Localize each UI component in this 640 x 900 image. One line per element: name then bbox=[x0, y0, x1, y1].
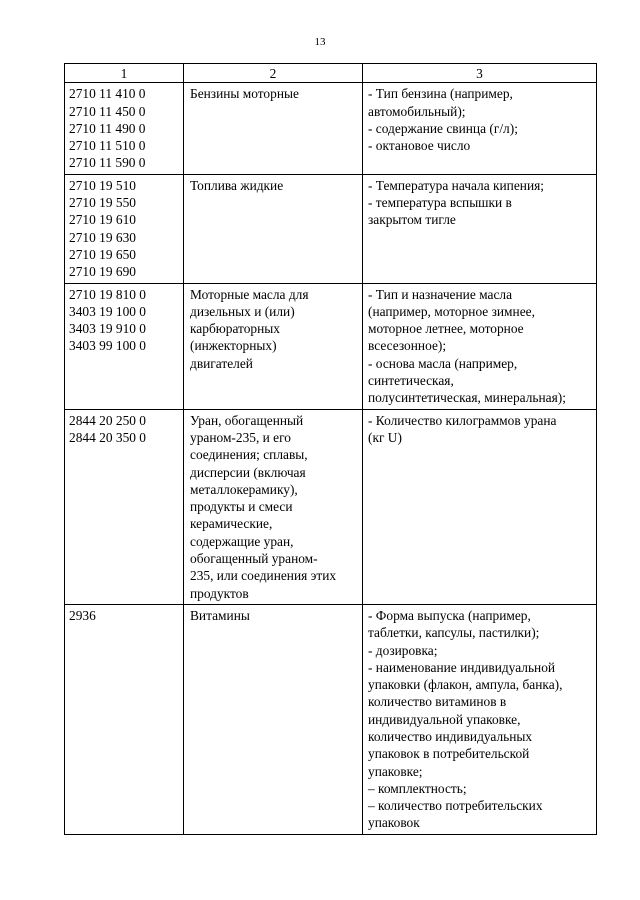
product-codes-cell bbox=[65, 83, 184, 174]
goods-table bbox=[64, 63, 597, 835]
name-line: Бензины моторные bbox=[190, 86, 299, 102]
table-row bbox=[65, 83, 597, 174]
code-line: 3403 19 910 0 bbox=[69, 321, 146, 337]
detail-line: полусинтетическая, минеральная); bbox=[368, 390, 566, 406]
product-details-cell bbox=[363, 283, 597, 409]
table-row bbox=[65, 174, 597, 283]
product-codes-cell bbox=[65, 283, 184, 409]
product-details-cell bbox=[363, 83, 597, 174]
code-line: 2710 11 410 0 bbox=[69, 86, 146, 102]
product-name-cell bbox=[184, 83, 363, 174]
column-header-2: 2 bbox=[184, 64, 363, 83]
name-line: двигателей bbox=[190, 355, 253, 371]
detail-line: - содержание свинца (г/л); bbox=[368, 120, 518, 136]
detail-line: упаковке; bbox=[368, 763, 423, 779]
detail-line: - Форма выпуска (например, bbox=[368, 607, 531, 623]
table-row bbox=[65, 604, 597, 834]
code-line: 2710 11 490 0 bbox=[69, 120, 146, 136]
detail-line: - основа масла (например, bbox=[368, 355, 518, 371]
detail-line: количество витаминов в bbox=[368, 694, 507, 710]
detail-line: моторное летнее, моторное bbox=[368, 321, 524, 337]
detail-line: - Тип и назначение масла bbox=[368, 286, 513, 302]
code-line: 2936 bbox=[69, 607, 96, 623]
name-line: ураном-235, и его bbox=[190, 429, 291, 445]
code-line: 2710 11 450 0 bbox=[69, 103, 146, 119]
detail-line: индивидуальной упаковке, bbox=[368, 711, 521, 727]
code-line: 2710 19 630 bbox=[69, 229, 136, 245]
code-line: 3403 99 100 0 bbox=[69, 338, 146, 354]
detail-line: упаковок в потребительской bbox=[368, 746, 530, 762]
column-header-1: 1 bbox=[65, 64, 184, 83]
name-line: соединения; сплавы, bbox=[190, 447, 308, 463]
product-details-cell bbox=[363, 604, 597, 834]
detail-line: упаковки (флакон, ампула, банка), bbox=[368, 677, 563, 693]
name-line: Моторные масла для bbox=[190, 286, 309, 302]
product-codes-cell bbox=[65, 604, 184, 834]
name-line: содержащие уран, bbox=[190, 533, 294, 549]
table-row bbox=[65, 283, 597, 409]
detail-line: закрытом тигле bbox=[368, 212, 456, 228]
code-line: 2710 19 610 bbox=[69, 212, 136, 228]
product-name-cell bbox=[184, 283, 363, 409]
detail-line: - Температура начала кипения; bbox=[368, 177, 544, 193]
code-line: 2844 20 350 0 bbox=[69, 429, 146, 445]
code-line: 2710 19 690 bbox=[69, 264, 136, 280]
code-line: 2710 11 510 0 bbox=[69, 138, 146, 154]
name-line: металлокерамику), bbox=[190, 481, 298, 497]
detail-line: - Количество килограммов урана bbox=[368, 412, 557, 428]
name-line: обогащенный ураном- bbox=[190, 551, 318, 567]
table-body bbox=[65, 83, 597, 834]
detail-line: – количество потребительских bbox=[368, 798, 543, 814]
detail-line: количество индивидуальных bbox=[368, 728, 533, 744]
product-name-cell bbox=[184, 409, 363, 604]
detail-line: - октановое число bbox=[368, 138, 471, 154]
detail-line: (кг U) bbox=[368, 429, 402, 445]
table-header-row bbox=[65, 64, 597, 83]
detail-line: всесезонное); bbox=[368, 338, 447, 354]
product-details-cell bbox=[363, 174, 597, 283]
code-line: 2710 19 810 0 bbox=[69, 286, 146, 302]
detail-line: – комплектность; bbox=[368, 780, 467, 796]
name-line: продуктов bbox=[190, 585, 249, 601]
detail-line: таблетки, капсулы, пастилки); bbox=[368, 625, 540, 641]
code-line: 2844 20 250 0 bbox=[69, 412, 146, 428]
name-line: керамические, bbox=[190, 516, 273, 532]
detail-line: упаковок bbox=[368, 815, 420, 831]
detail-line: - наименование индивидуальной bbox=[368, 659, 556, 675]
product-details-cell bbox=[363, 409, 597, 604]
product-name-cell bbox=[184, 604, 363, 834]
name-line: Витамины bbox=[190, 607, 250, 623]
code-line: 2710 19 550 bbox=[69, 195, 136, 211]
name-line: (инжекторных) bbox=[190, 338, 277, 354]
name-line: Топлива жидкие bbox=[190, 177, 284, 193]
product-name-cell bbox=[184, 174, 363, 283]
product-codes-cell bbox=[65, 409, 184, 604]
name-line: дизельных и (или) bbox=[190, 303, 295, 319]
detail-line: - Тип бензина (например, bbox=[368, 86, 513, 102]
name-line: дисперсии (включая bbox=[190, 464, 306, 480]
code-line: 2710 19 510 bbox=[69, 177, 136, 193]
table-row bbox=[65, 409, 597, 604]
code-line: 3403 19 100 0 bbox=[69, 303, 146, 319]
detail-line: (например, моторное зимнее, bbox=[368, 303, 535, 319]
detail-line: - дозировка; bbox=[368, 642, 438, 658]
detail-line: автомобильный); bbox=[368, 103, 466, 119]
name-line: Уран, обогащенный bbox=[190, 412, 304, 428]
code-line: 2710 19 650 bbox=[69, 246, 136, 262]
name-line: 235, или соединения этих bbox=[190, 568, 337, 584]
name-line: карбюраторных bbox=[190, 321, 280, 337]
column-header-3: 3 bbox=[363, 64, 597, 83]
name-line: продукты и смеси bbox=[190, 499, 293, 515]
page-number: 13 bbox=[314, 36, 326, 48]
detail-line: - температура вспышки в bbox=[368, 195, 512, 211]
product-codes-cell bbox=[65, 174, 184, 283]
detail-line: синтетическая, bbox=[368, 373, 454, 389]
code-line: 2710 11 590 0 bbox=[69, 155, 146, 171]
